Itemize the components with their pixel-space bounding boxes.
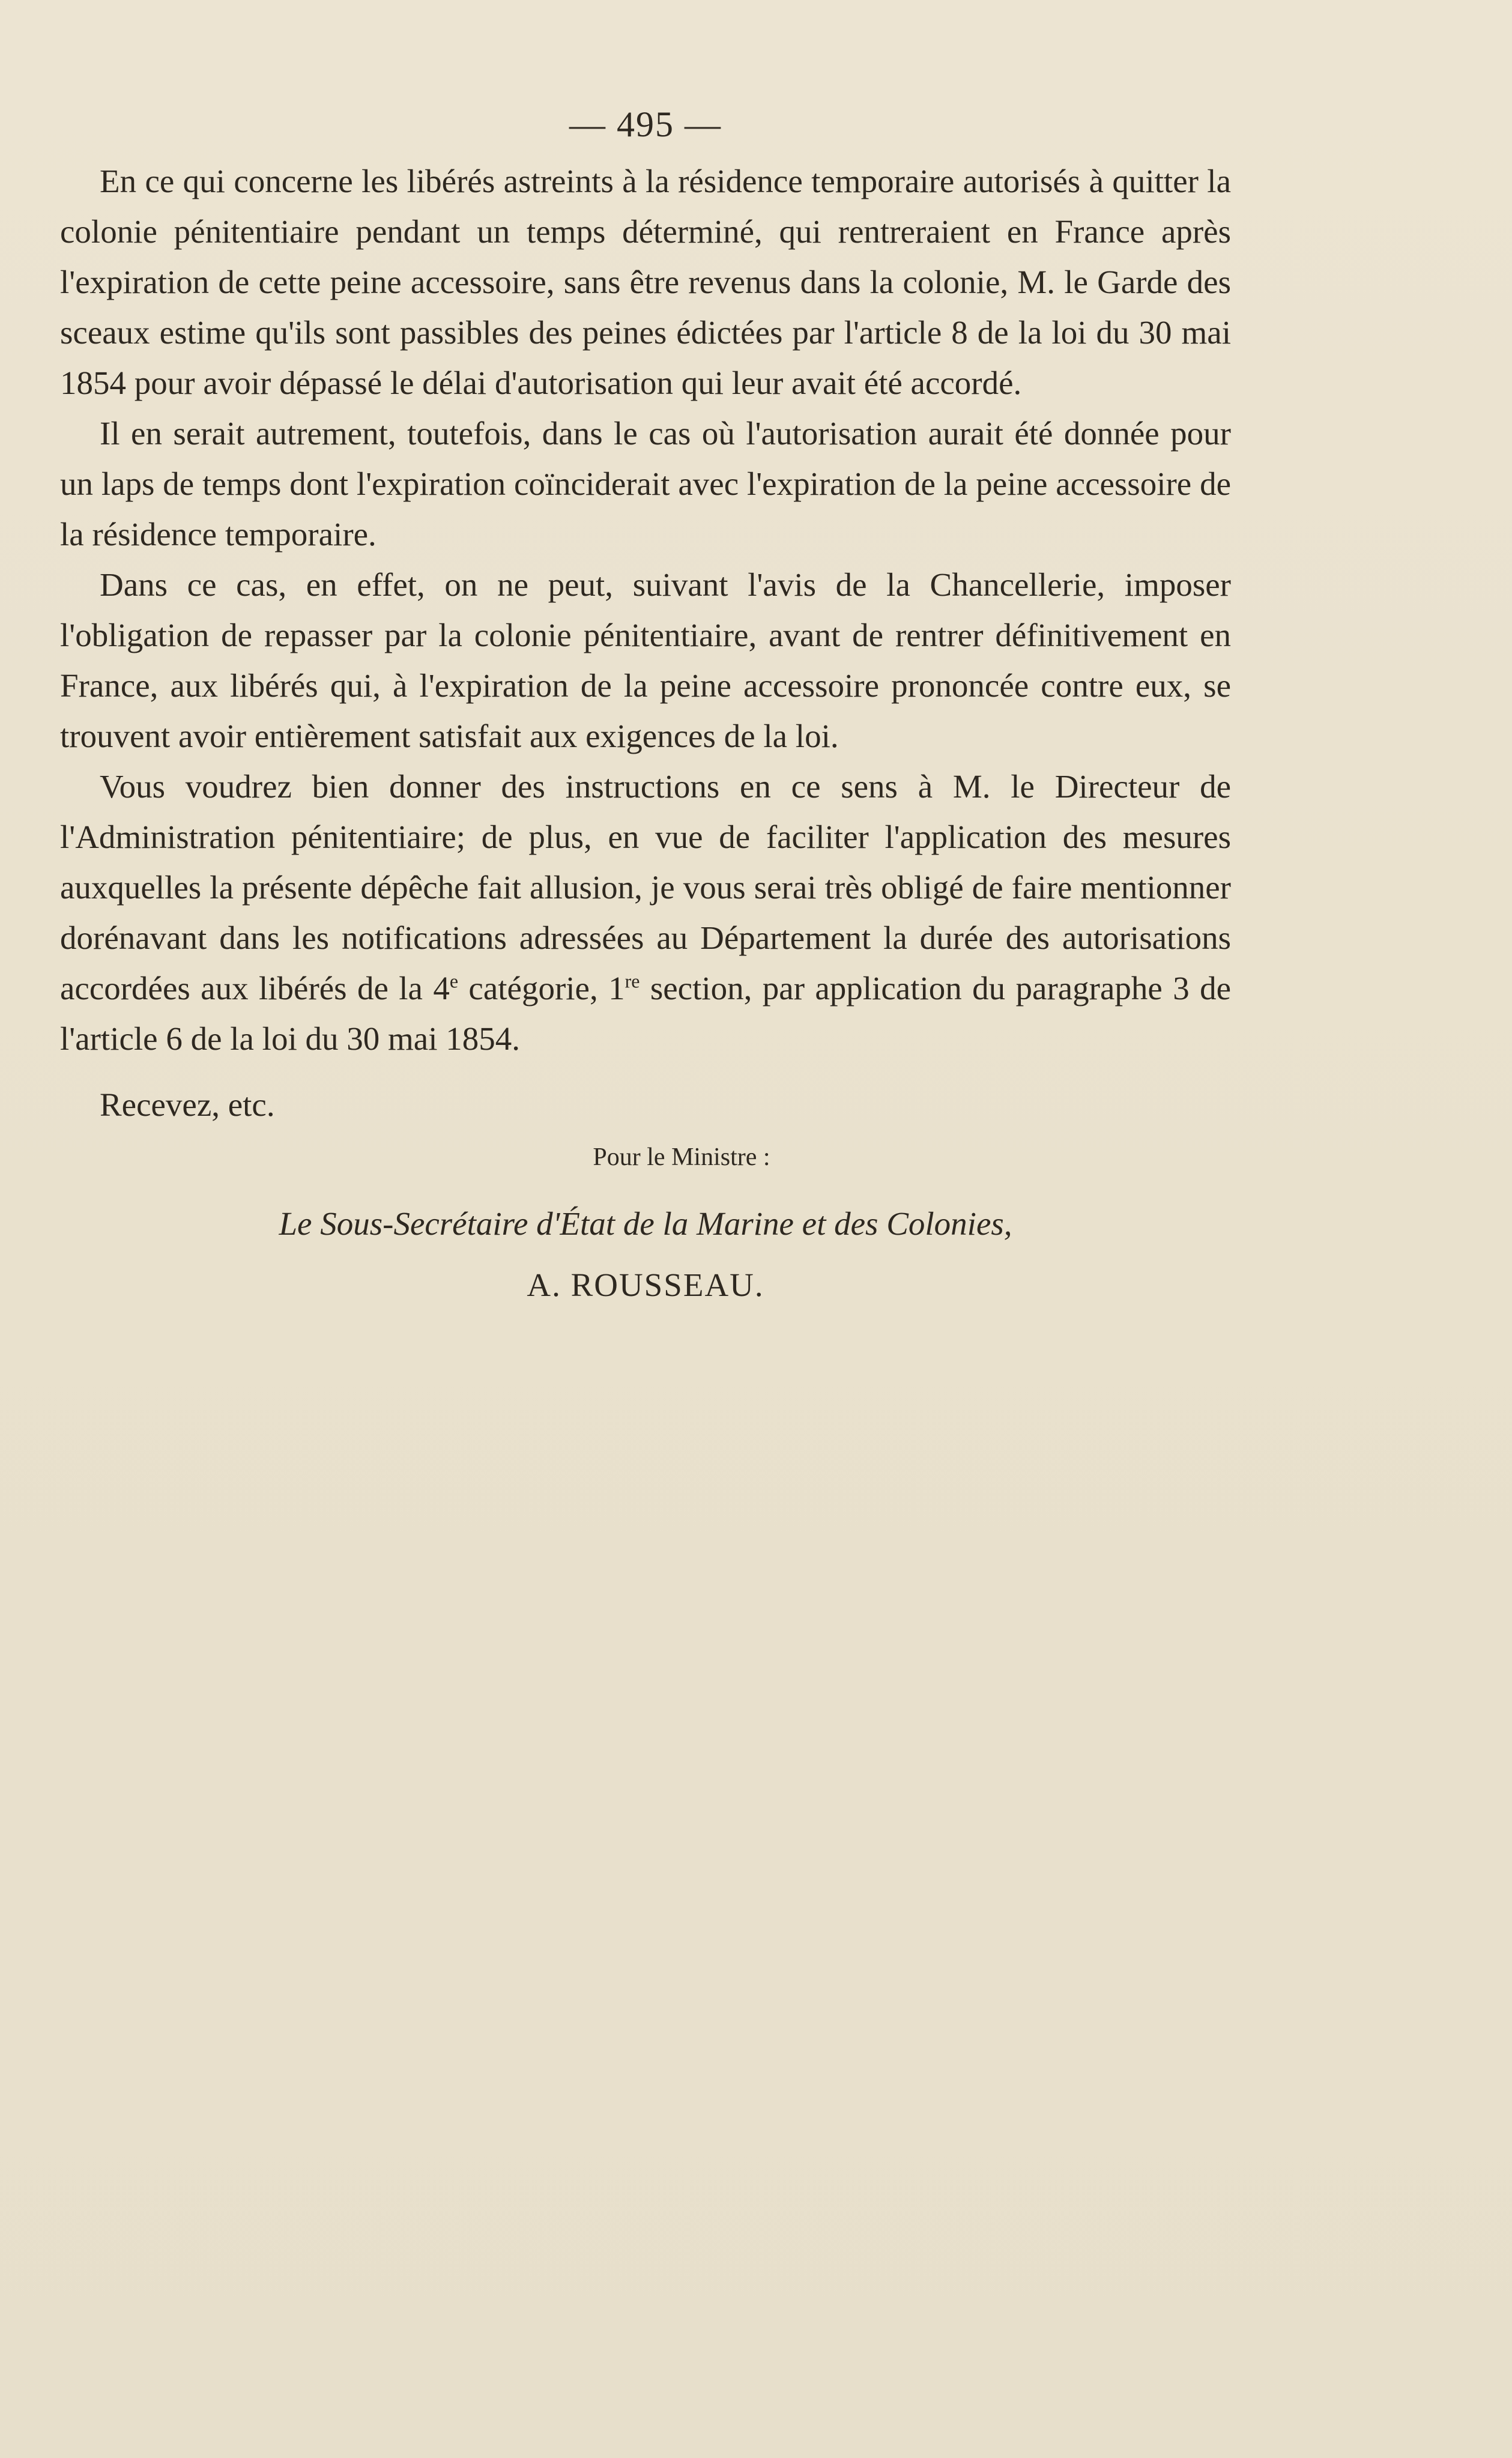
- text-block: [60, 102, 1231, 1310]
- section-superscript: re: [624, 970, 640, 992]
- paragraph-4: [60, 761, 1231, 1064]
- signature-intro: Pour le Ministre :: [593, 1143, 770, 1171]
- signature-title: Le Sous-Secrétaire d'État de la Marine et des Colonies,: [279, 1205, 1012, 1242]
- paragraph-2: Il en serait autrement, toutefois, dans le cas où l'autorisation aurait été donnée pour un laps de temps dont l'expiration coïnciderait avec l'expiration de la peine accessoire de la résidence temporaire.: [60, 415, 1231, 552]
- paragraph-4-part-3: section, par application du paragraphe 3 de l'article 6 de la loi du 30 mai 1854.: [60, 970, 1232, 1057]
- category-superscript: e: [449, 970, 459, 992]
- paragraph-1: En ce qui concerne les libérés astreints à la résidence temporaire autorisés à quitter la colonie pénitentiaire pendant un temps déterminé, qui rentreraient en France après l'expiration de cette peine accessoire, sans être revenus dans la colonie, M. le Garde des sceaux estime qu'ils sont passibles des peines édictées par l'article 8 de la loi du 30 mai 1854 pour avoir dépassé le délai d'autorisation qui leur avait été accordé.: [60, 163, 1231, 401]
- closing-formula: Recevez, etc.: [100, 1086, 275, 1123]
- signature-name: A. ROUSSEAU.: [527, 1267, 764, 1303]
- paragraph-4-part-2: catégorie, 1: [458, 970, 625, 1007]
- page-number: — 495 —: [569, 104, 722, 144]
- paragraph-4-part-1: Vous voudrez bien donner des instructions en ce sens à M. le Directeur de l'Administration pénitentiaire; de plus, en vue de faciliter l'application des mesures auxquelles la présente dépêche fait allusion, je vous serai très obligé de faire mentionner dorénavant dans les notifications adressées au Département la durée des autorisations accordées aux libérés de la 4: [60, 768, 1231, 1007]
- paragraph-3: Dans ce cas, en effet, on ne peut, suivant l'avis de la Chancellerie, imposer l'obligation de repasser par la colonie pénitentiaire, avant de rentrer définitivement en France, aux libérés qui, à l'expiration de la peine accessoire prononcée contre eux, se trouvent avoir entièrement satisfait aux exigences de la loi.: [60, 566, 1231, 754]
